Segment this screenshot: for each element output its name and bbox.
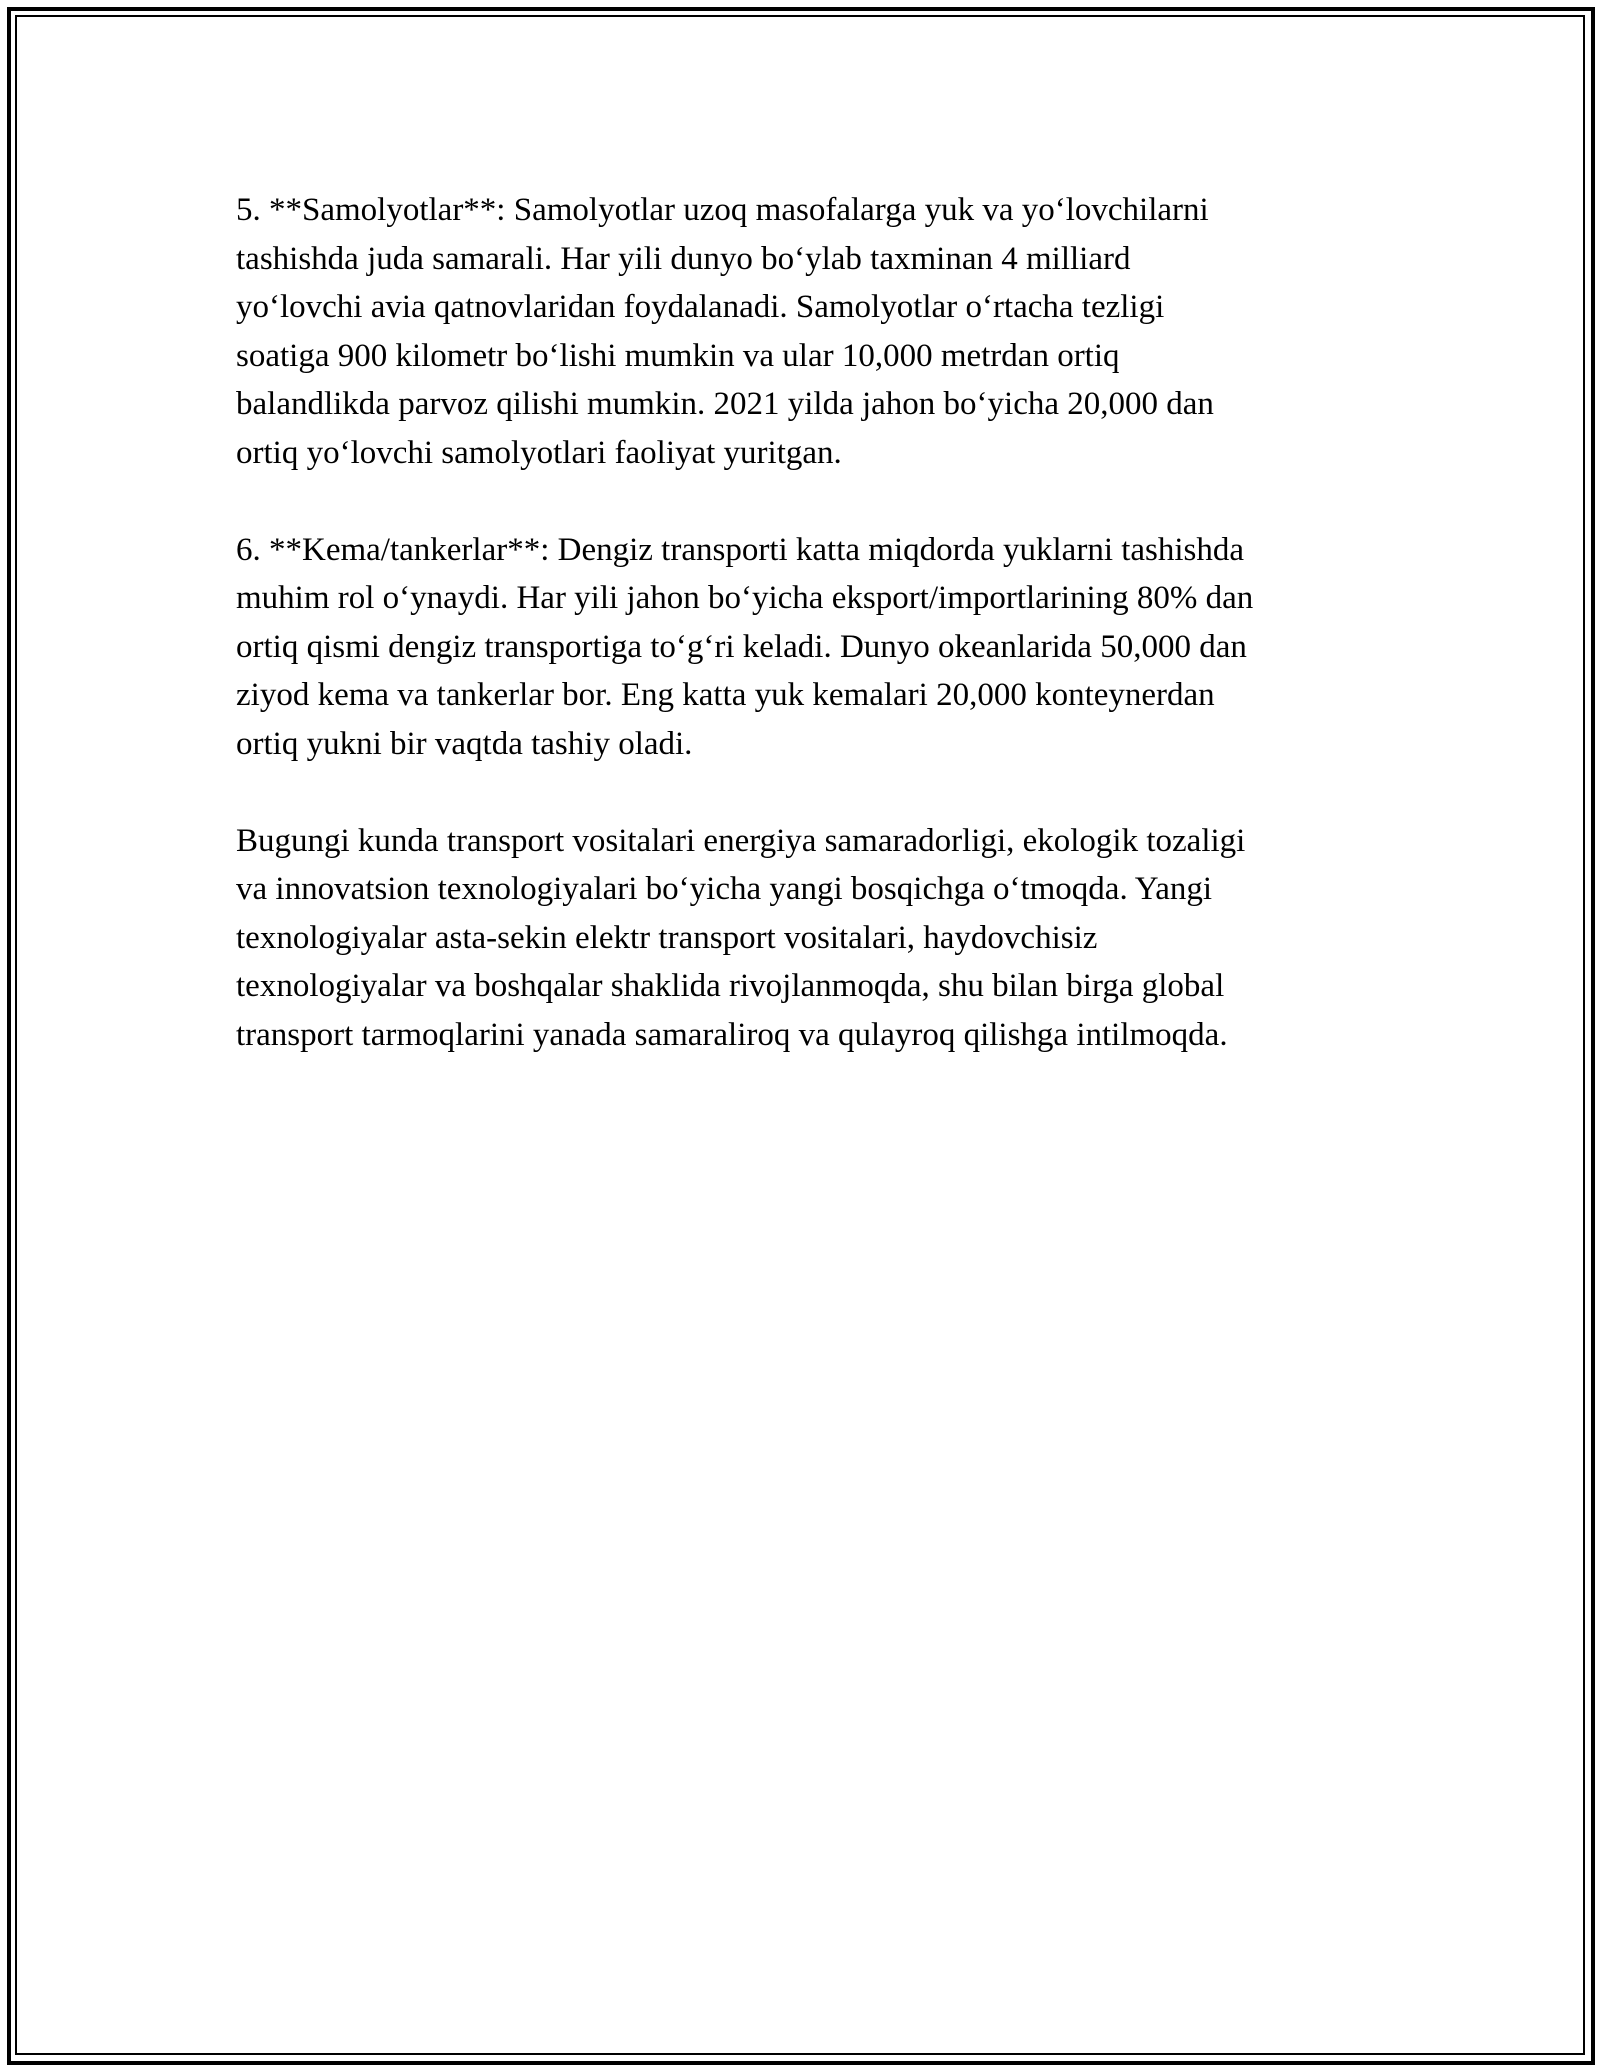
text-line: muhim rol o‘ynaydi. Har yili jahon bo‘yicha eksport/importlarining 80% dan — [236, 580, 1254, 616]
paragraph-xulosa — [236, 817, 1386, 1060]
text-line: ziyod kema va tankerlar bor. Eng katta yuk kemalari 20,000 konteynerdan — [236, 677, 1215, 713]
text-line: va innovatsion texnologiyalari bo‘yicha yangi bosqichga o‘tmoqda. Yangi — [236, 871, 1213, 907]
paragraph-kema-tankerlar — [236, 526, 1386, 769]
text-line: ortiq qismi dengiz transportiga to‘g‘ri keladi. Dunyo okeanlarida 50,000 dan — [236, 628, 1247, 665]
text-line: soatiga 900 kilometr bo‘lishi mumkin va ular 10,000 metrdan ortiq — [236, 337, 1120, 374]
document-body — [236, 186, 1386, 1108]
text-line: transport tarmoqlarini yanada samaraliroq va qulayroq qilishga intilmoqda. — [236, 1016, 1228, 1053]
text-line: yo‘lovchi avia qatnovlaridan foydalanadi. Samolyotlar o‘rtacha tezligi — [236, 289, 1165, 325]
text-line: 5. **Samolyotlar**: Samolyotlar uzoq masofalarga yuk va yo‘lovchilarni — [236, 192, 1209, 228]
text-line: tashishda juda samarali. Har yili dunyo bo‘ylab taxminan 4 milliard — [236, 240, 1131, 277]
text-line: ortiq yukni bir vaqtda tashiy oladi. — [236, 725, 693, 762]
text-line: balandlikda parvoz qilishi mumkin. 2021 yilda jahon bo‘yicha 20,000 dan — [236, 386, 1214, 422]
paragraph-samolyotlar — [236, 186, 1386, 477]
text-line: texnologiyalar va boshqalar shaklida rivojlanmoqda, shu bilan birga global — [236, 968, 1225, 1004]
text-line: 6. **Kema/tankerlar**: Dengiz transporti katta miqdorda yuklarni tashishda — [236, 531, 1245, 568]
text-line: ortiq yo‘lovchi samolyotlari faoliyat yuritgan. — [236, 434, 842, 471]
text-line: Bugungi kunda transport vositalari energiya samaradorligi, ekologik tozaligi — [236, 822, 1246, 859]
text-line: texnologiyalar asta-sekin elektr transport vositalari, haydovchisiz — [236, 919, 1098, 956]
